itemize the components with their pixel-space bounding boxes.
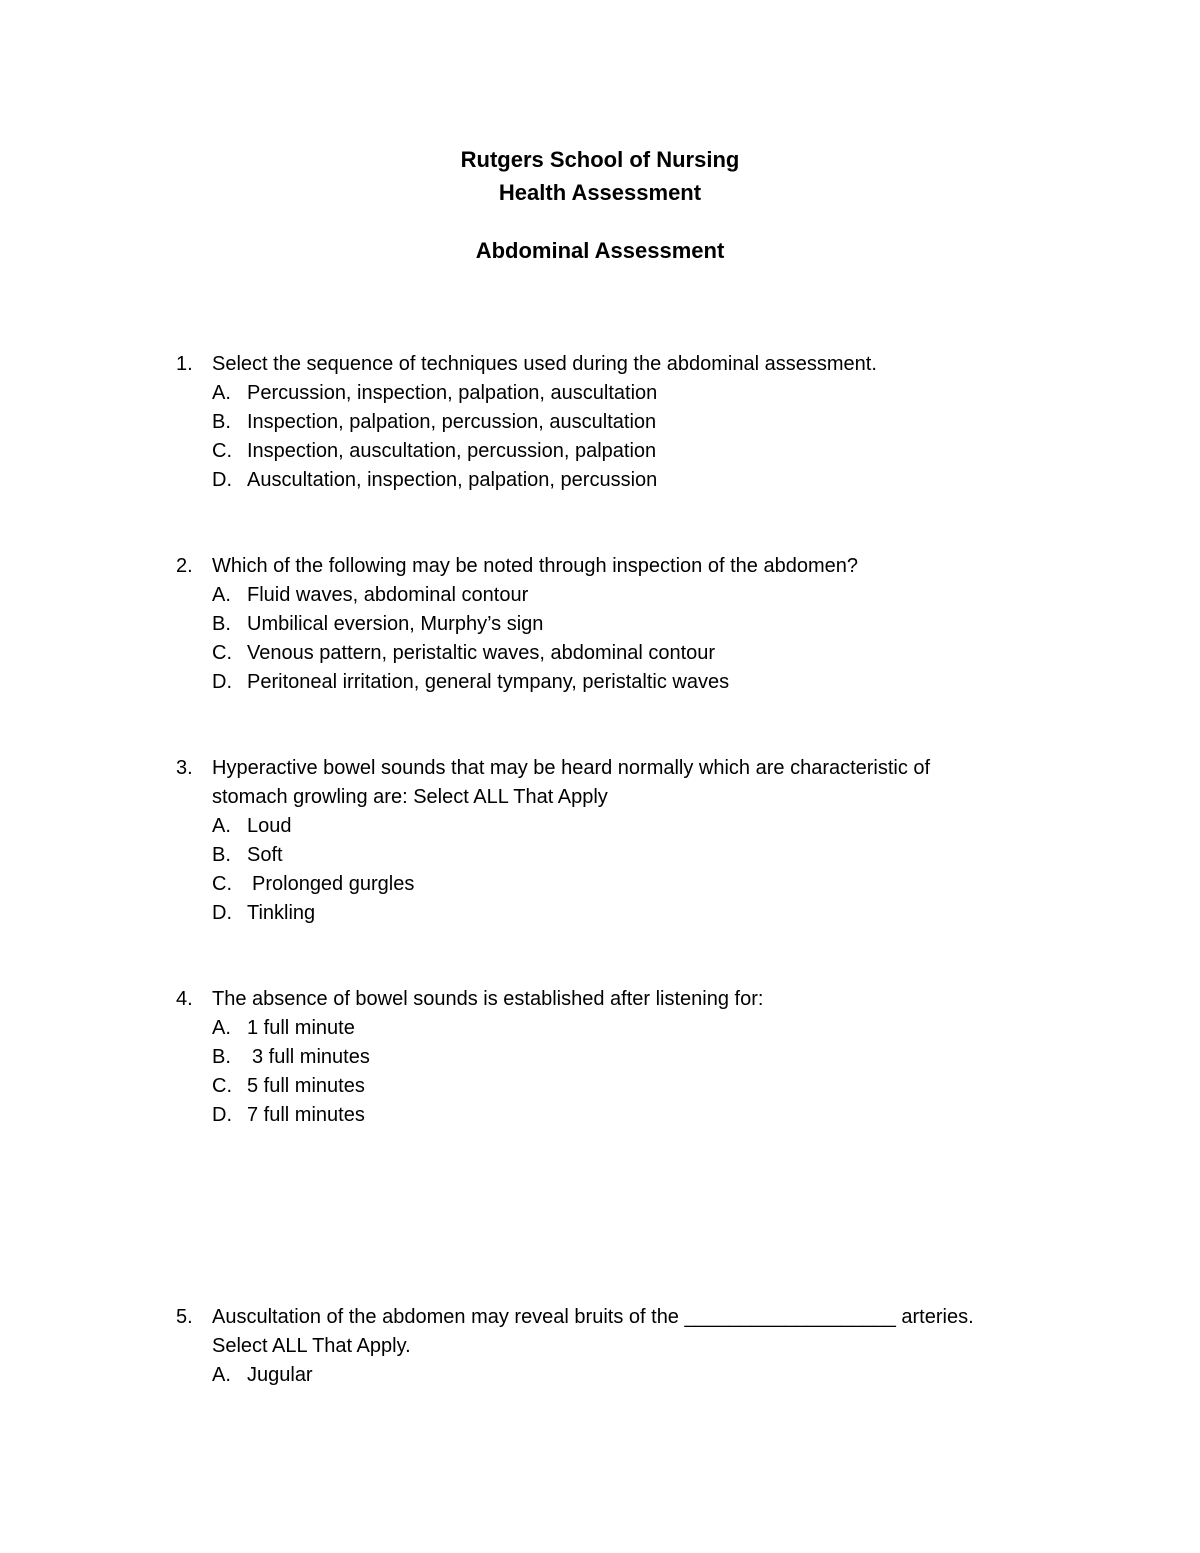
option-a xyxy=(0,379,1200,408)
option-text: Tinkling xyxy=(247,902,316,924)
option-letter: C. xyxy=(212,642,232,664)
option-letter: B. xyxy=(212,411,231,433)
option-text: Fluid waves, abdominal contour xyxy=(247,584,529,606)
option-letter: A. xyxy=(212,1364,231,1386)
option-c xyxy=(0,1072,1200,1101)
option-letter: A. xyxy=(212,584,231,606)
option-letter: B. xyxy=(212,844,231,866)
question-number: 5. xyxy=(176,1306,193,1328)
option-letter: C. xyxy=(212,1075,232,1097)
question-line xyxy=(0,350,1200,379)
option-a xyxy=(0,812,1200,841)
question-text: Which of the following may be noted through inspection of the abdomen? xyxy=(212,555,858,577)
option-text: Umbilical eversion, Murphy’s sign xyxy=(247,613,544,635)
option-c xyxy=(0,639,1200,668)
option-text: Soft xyxy=(247,844,283,866)
question-text: Select ALL That Apply. xyxy=(212,1335,411,1357)
question-line xyxy=(0,783,1200,812)
option-b xyxy=(0,610,1200,639)
question-5 xyxy=(0,1303,1200,1390)
course-title: Health Assessment xyxy=(498,180,702,205)
question-text: The absence of bowel sounds is established after listening for: xyxy=(212,988,764,1010)
option-text: 1 full minute xyxy=(247,1017,355,1039)
option-text: Inspection, auscultation, percussion, palpation xyxy=(247,440,657,462)
option-text: Prolonged gurgles xyxy=(252,873,415,895)
question-text: Auscultation of the abdomen may reveal bruits of the ___________________ arteries. xyxy=(212,1306,974,1328)
question-number: 2. xyxy=(176,555,193,577)
question-line xyxy=(0,1332,1200,1361)
option-letter: A. xyxy=(212,1017,231,1039)
option-d xyxy=(0,668,1200,697)
question-line xyxy=(0,1303,1200,1332)
option-c xyxy=(0,437,1200,466)
option-letter: C. xyxy=(212,873,232,895)
option-d xyxy=(0,466,1200,495)
option-b xyxy=(0,1043,1200,1072)
option-letter: C. xyxy=(212,440,232,462)
option-letter: D. xyxy=(212,469,232,491)
option-letter: D. xyxy=(212,902,232,924)
topic-title: Abdominal Assessment xyxy=(475,238,725,263)
question-text: stomach growling are: Select ALL That Apply xyxy=(212,786,608,808)
question-text: Select the sequence of techniques used during the abdominal assessment. xyxy=(212,353,877,375)
option-d xyxy=(0,1101,1200,1130)
option-text: 3 full minutes xyxy=(252,1046,370,1068)
option-letter: B. xyxy=(212,613,231,635)
option-text: Auscultation, inspection, palpation, percussion xyxy=(247,469,658,491)
option-text: Jugular xyxy=(247,1364,313,1386)
option-text: Loud xyxy=(247,815,292,837)
option-a xyxy=(0,1361,1200,1390)
option-letter: A. xyxy=(212,815,231,837)
option-text: Venous pattern, peristaltic waves, abdominal contour xyxy=(247,642,716,664)
question-2 xyxy=(0,552,1200,697)
question-line xyxy=(0,552,1200,581)
option-text: Inspection, palpation, percussion, auscultation xyxy=(247,411,657,433)
question-line xyxy=(0,754,1200,783)
question-text: Hyperactive bowel sounds that may be heard normally which are characteristic of xyxy=(212,757,931,779)
option-text: Peritoneal irritation, general tympany, peristaltic waves xyxy=(247,671,730,693)
question-3 xyxy=(0,754,1200,928)
option-text: 5 full minutes xyxy=(247,1075,365,1097)
question-4 xyxy=(0,985,1200,1130)
option-d xyxy=(0,899,1200,928)
option-a xyxy=(0,1014,1200,1043)
question-number: 3. xyxy=(176,757,193,779)
question-line xyxy=(0,985,1200,1014)
option-a xyxy=(0,581,1200,610)
question-1 xyxy=(0,350,1200,495)
option-letter: B. xyxy=(212,1046,231,1068)
option-c xyxy=(0,870,1200,899)
option-letter: D. xyxy=(212,671,232,693)
option-letter: D. xyxy=(212,1104,232,1126)
option-text: 7 full minutes xyxy=(247,1104,365,1126)
question-number: 4. xyxy=(176,988,193,1010)
option-letter: A. xyxy=(212,382,231,404)
option-b xyxy=(0,841,1200,870)
option-text: Percussion, inspection, palpation, auscultation xyxy=(247,382,658,404)
institution-title: Rutgers School of Nursing xyxy=(460,147,740,172)
option-b xyxy=(0,408,1200,437)
question-number: 1. xyxy=(176,353,193,375)
